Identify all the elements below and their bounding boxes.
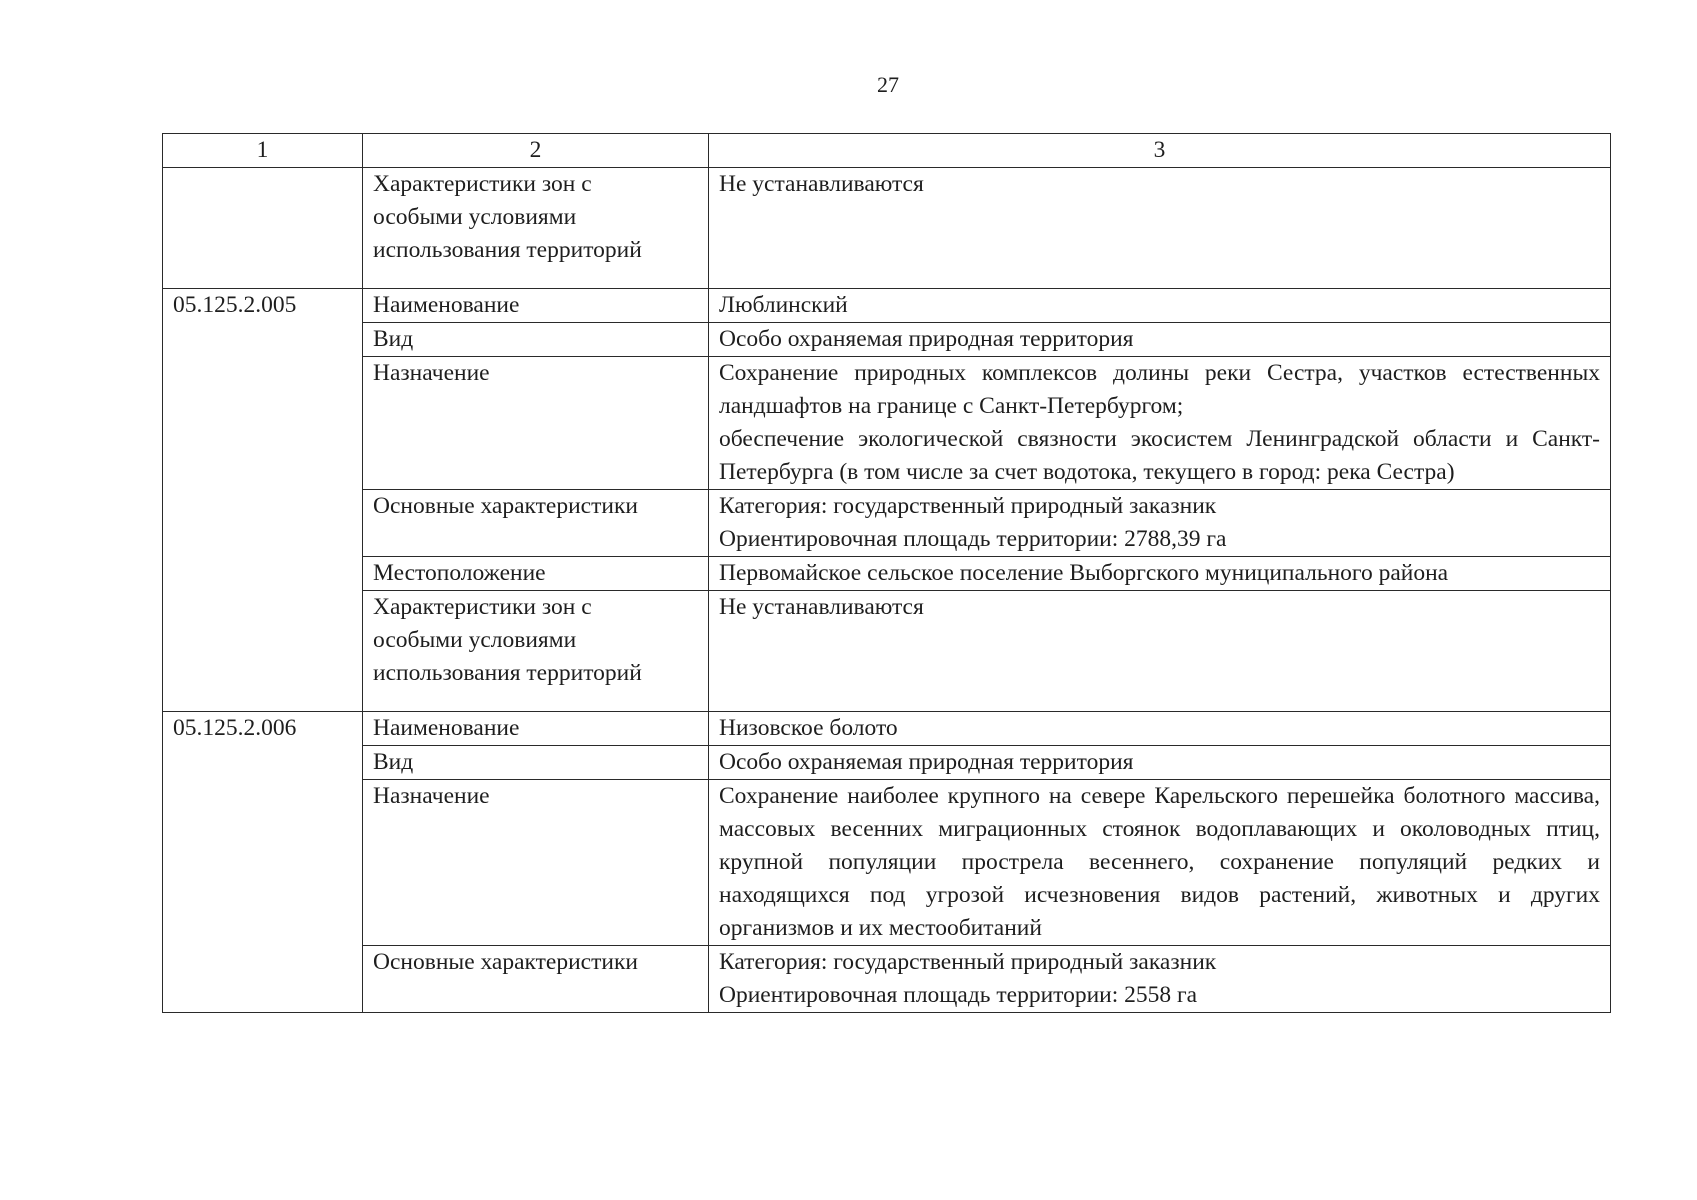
row-label: Наименование [363,712,709,746]
header-cell-3: 3 [709,134,1611,168]
table-header-row [163,134,1611,168]
row-value: Низовское болото [709,712,1611,746]
table-row [163,357,1611,490]
table-row [163,746,1611,780]
row-value-line: Ориентировочная площадь территории: 2558 га [719,982,1198,1008]
row-label: Местоположение [363,557,709,591]
row-value: Не устанавливаются [709,591,1611,712]
row-value: Особо охраняемая природная территория [709,746,1611,780]
data-table [162,133,1611,1013]
table-row [163,557,1611,591]
table-row [163,780,1611,946]
row-label-text: Характеристики зон с особыми условиями использования территорий [373,594,642,686]
row-label-text: Характеристики зон с особыми условиями использования территорий [373,171,642,263]
row-label: Назначение [363,357,709,490]
row-value-paragraph: обеспечение экологической связности экосистем Ленинградской области и Санкт-Петербурга (в том числе за счет водотока, текущего в город: река Сестра) [719,426,1600,485]
row-value [709,780,1611,946]
row-label [363,591,709,712]
header-cell-2: 2 [363,134,709,168]
table-row [163,591,1611,712]
row-label: Вид [363,323,709,357]
row-value-paragraph: Сохранение природных комплексов долины реки Сестра, участков естественных ландшафтов на границе с Санкт-Петербургом; [719,360,1600,419]
row-code [163,168,363,289]
row-value [709,357,1611,490]
row-code: 05.125.2.006 [163,712,363,1013]
row-value-paragraph: Сохранение наиболее крупного на севере Карельского перешейка болотного массива, массовых весенних миграционных стоянок водоплавающих и околоводных птиц, крупной популяции прострела весеннего, сохранение популяций редких и находящихся под угрозой исчезновения видов растений, животных и других организмов и их местообитаний [719,783,1600,941]
row-value-line: Категория: государственный природный заказник [719,949,1217,975]
table-row [163,946,1611,1013]
row-value [709,946,1611,1013]
row-label: Основные характеристики [363,946,709,1013]
table-row [163,712,1611,746]
row-code: 05.125.2.005 [163,289,363,712]
row-label: Наименование [363,289,709,323]
row-label [363,168,709,289]
row-label: Назначение [363,780,709,946]
row-value-line: Ориентировочная площадь территории: 2788,39 га [719,526,1227,552]
row-label: Вид [363,746,709,780]
table-row [163,168,1611,289]
table-row [163,323,1611,357]
header-cell-1: 1 [163,134,363,168]
table-row [163,289,1611,323]
row-value: Люблинский [709,289,1611,323]
table-row [163,490,1611,557]
row-value: Особо охраняемая природная территория [709,323,1611,357]
row-value-paragraph: Первомайское сельское поселение Выборгского муниципального района [719,560,1449,586]
row-value [709,557,1611,591]
row-value: Не устанавливаются [709,168,1611,289]
row-label: Основные характеристики [363,490,709,557]
row-value-line: Категория: государственный природный заказник [719,493,1217,519]
page-number: 27 [877,72,899,97]
row-value [709,490,1611,557]
